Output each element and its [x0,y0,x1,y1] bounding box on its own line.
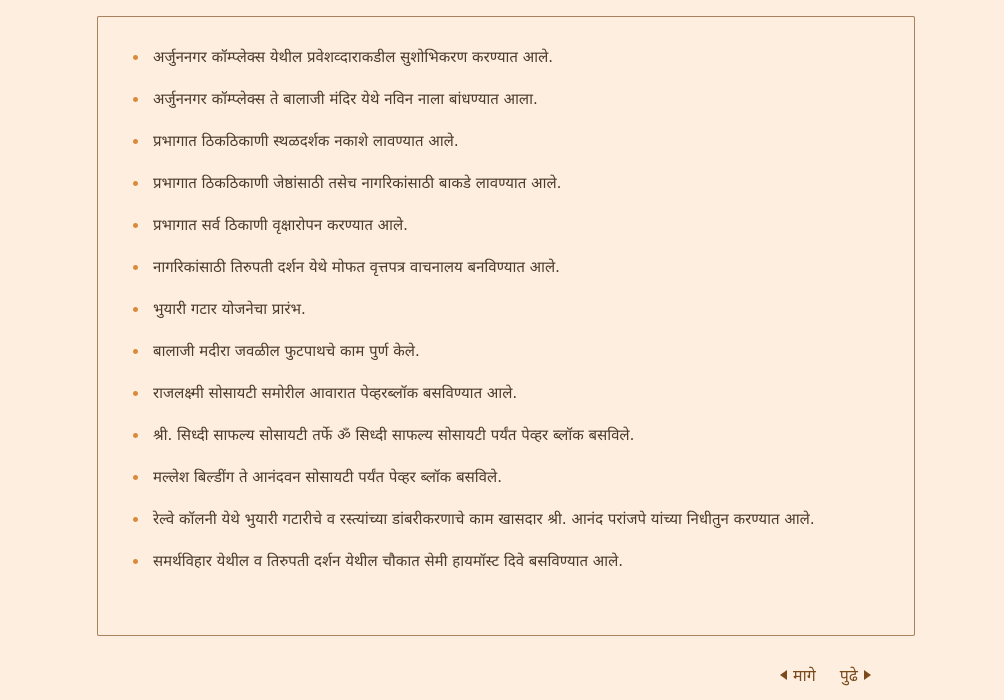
bullet-icon [133,391,138,396]
bullet-icon [133,475,138,480]
works-list [98,17,914,582]
list-item [133,498,884,540]
list-item-text: राजलक्ष्मी सोसायटी समोरील आवारात पेव्हरब्लॉक बसविण्यात आले. [153,384,518,402]
list-item [133,330,884,372]
bullet-icon [133,307,138,312]
list-item-text: अर्जुननगर कॉम्प्लेक्स ते बालाजी मंदिर येथे नविन नाला बांधण्यात आला. [153,90,538,108]
list-item [133,540,884,582]
list-item-text: भुयारी गटार योजनेचा प्रारंभ. [153,300,306,318]
list-item [133,36,884,78]
list-item [133,456,884,498]
bullet-icon [133,559,138,564]
arrow-left-icon [780,670,787,680]
list-item [133,162,884,204]
bullet-icon [133,223,138,228]
bullet-icon [133,139,138,144]
next-link[interactable] [840,664,871,686]
bullet-icon [133,181,138,186]
list-item [133,246,884,288]
next-label: पुढे [839,666,858,685]
bullet-icon [133,265,138,270]
bullet-icon [133,517,138,522]
list-item-text: मल्लेश बिल्डींग ते आनंदवन सोसायटी पर्यंत पेव्हर ब्लॉक बसविले. [153,468,502,486]
list-item [133,120,884,162]
list-item [133,414,884,456]
arrow-right-icon [864,670,871,680]
prev-link[interactable] [780,664,816,686]
pagination-nav [780,662,871,688]
list-item [133,372,884,414]
list-item [133,204,884,246]
list-item-text: प्रभागात ठिकठिकाणी जेष्ठांसाठी तसेच नागरिकांसाठी बाकडे लावण्यात आले. [153,174,562,192]
list-item-text: अर्जुननगर कॉम्प्लेक्स येथील प्रवेशव्दाराकडील सुशोभिकरण करण्यात आले. [153,48,554,66]
works-list-panel [97,16,915,636]
list-item-text: बालाजी मदीरा जवळील फुटपाथचे काम पुर्ण केले. [153,342,420,360]
list-item [133,78,884,120]
list-item [133,288,884,330]
bullet-icon [133,55,138,60]
prev-label: मागे [793,666,816,685]
bullet-icon [133,433,138,438]
list-item-text: प्रभागात सर्व ठिकाणी वृक्षारोपन करण्यात आले. [153,216,408,234]
list-item-text: नागरिकांसाठी तिरुपती दर्शन येथे मोफत वृत्तपत्र वाचनालय बनविण्यात आले. [153,258,560,276]
bullet-icon [133,349,138,354]
list-item-text: समर्थविहार येथील व तिरुपती दर्शन येथील चौकात सेमी हायमॉस्ट दिवे बसविण्यात आले. [153,552,624,570]
list-item-text: रेल्वे कॉलनी येथे भुयारी गटारीचे व रस्त्यांच्या डांबरीकरणाचे काम खासदार श्री. आनंद परांजपे यांच्या निधीतुन करण्यात आले. [153,510,815,528]
bullet-icon [133,97,138,102]
list-item-text: प्रभागात ठिकठिकाणी स्थळदर्शक नकाशे लावण्यात आले. [153,132,459,150]
list-item-text: श्री. सिध्दी साफल्य सोसायटी तर्फे ॐ सिध्दी साफल्य सोसायटी पर्यंत पेव्हर ब्लॉक बसविले. [153,426,635,444]
